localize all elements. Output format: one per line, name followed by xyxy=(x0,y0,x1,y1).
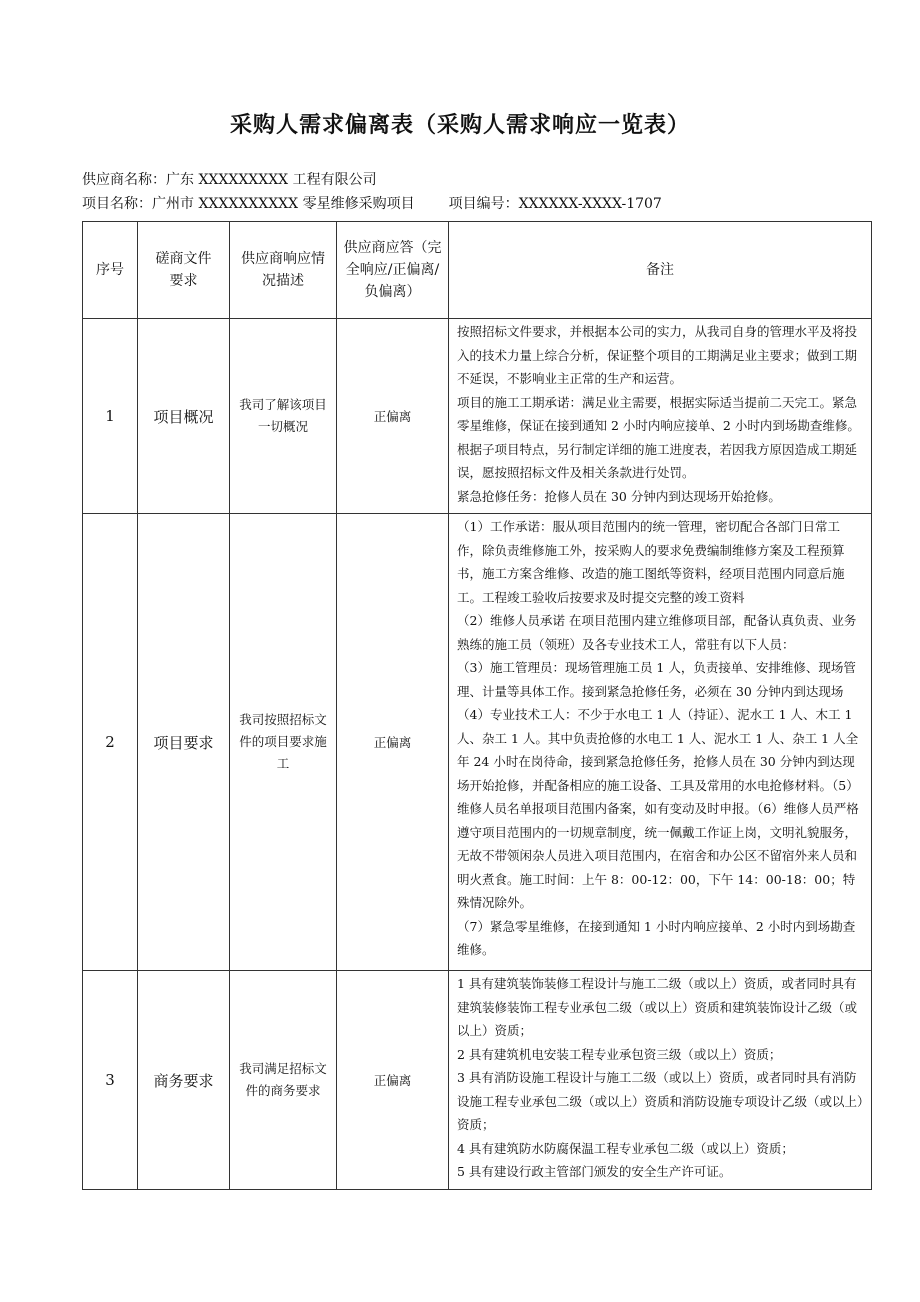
row-response: 我司满足招标文件的商务要求 xyxy=(230,971,337,1190)
row-index: 1 xyxy=(83,319,138,514)
table-row xyxy=(83,514,872,971)
remark-paragraph: 1 具有建筑装饰装修工程设计与施工二级（或以上）资质，或者同时具有建筑装修装饰工程专业承包二级（或以上）资质和建筑装饰设计乙级（或以上）资质； xyxy=(457,976,858,1038)
row-response: 我司按照招标文件的项目要求施工 xyxy=(230,514,337,971)
remark-paragraph: 3 具有消防设施工程设计与施工二级（或以上）资质，或者同时具有消防设施工程专业承包二级（或以上）资质和消防设施专项设计乙级（或以上）资质； xyxy=(457,1070,864,1132)
row-deviation: 正偏离 xyxy=(337,319,449,514)
row-requirement: 项目概况 xyxy=(138,319,230,514)
table-row xyxy=(83,971,872,1190)
remark-paragraph: 按照招标文件要求，并根据本公司的实力，从我司自身的管理水平及将投入的技术力量上综合分析，保证整个项目的工期满足业主要求；做到工期不延误，不影响业主正常的生产和运营。 xyxy=(457,324,858,386)
row-response: 我司了解该项目一切概况 xyxy=(230,319,337,514)
remark-paragraph: 5 具有建设行政主管部门颁发的安全生产许可证。 xyxy=(457,1164,732,1179)
remark-paragraph: （3）施工管理员：现场管理施工员 1 人，负责接单、安排维修、现场管理、计量等具体工作。接到紧急抢修任务，必须在 30 分钟内到达现场（4）专业技术工人：不少于水电工 1 人（持证）、泥水工 1 人、木工 1 人、杂工 1 人。其中负责抢修的水电工 1 人、泥水工 1 人、杂工 1 人全年 24 小时在岗待命，接到紧急抢修任务，抢修人员在 30 分钟内到达现场开始抢修，并配备相应的施工设备、工具及常用的水电抢修材料。（5）维修人员名单报项目范围内备案，如有变动及时申报。（6）维修人员严格遵守项目范围内的一切规章制度，统一佩戴工作证上岗，文明礼貌服务，无故不带领闲杂人员进入项目范围内，在宿舍和办公区不留宿外来人员和明火煮食。施工时间：上午 8：00-12：00，下午 14：00-18：00；特殊情况除外。 xyxy=(457,660,859,910)
project-name: 项目名称：广州市 XXXXXXXXXX 零星维修采购项目 xyxy=(82,196,415,212)
deviation-table xyxy=(82,221,872,1190)
remark-paragraph: （1）工作承诺：服从项目范围内的统一管理，密切配合各部门日常工作，除负责维修施工外，按采购人的要求免费编制维修方案及工程预算书，施工方案含维修、改造的施工图纸等资料，经项目范围内同意后施工。工程竣工验收后按要求及时提交完整的竣工资料 xyxy=(457,519,845,605)
row-remarks xyxy=(449,514,872,971)
document-title: 采购人需求偏离表（采购人需求响应一览表） xyxy=(229,112,690,138)
remark-paragraph: 4 具有建筑防水防腐保温工程专业承包二级（或以上）资质； xyxy=(457,1140,794,1156)
supplier-line: 供应商名称：广东 XXXXXXXXX 工程有限公司 xyxy=(82,172,377,188)
header-index: 序号 xyxy=(83,222,138,319)
table-row xyxy=(83,319,872,514)
header-remarks: 备注 xyxy=(449,222,872,319)
row-deviation: 正偏离 xyxy=(337,971,449,1190)
row-remarks xyxy=(449,319,872,514)
project-code: 项目编号：XXXXXX-XXXX-1707 xyxy=(448,196,662,212)
table-header-row xyxy=(83,222,872,319)
remark-paragraph: （7）紧急零星维修，在接到通知 1 小时内响应接单、2 小时内到场勘查维修。 xyxy=(457,918,856,957)
row-remarks xyxy=(449,971,872,1190)
row-index: 2 xyxy=(83,514,138,971)
row-deviation: 正偏离 xyxy=(337,514,449,971)
remark-paragraph: 2 具有建筑机电安装工程专业承包资三级（或以上）资质； xyxy=(457,1046,782,1062)
project-line xyxy=(82,194,662,214)
row-index: 3 xyxy=(83,971,138,1190)
row-requirement: 项目要求 xyxy=(138,514,230,971)
remark-paragraph: （2）维修人员承诺 在项目范围内建立维修项目部，配备认真负责、业务熟练的施工员（领班）及各专业技术工人，常驻有以下人员： xyxy=(457,613,857,652)
header-response: 供应商响应情况描述 xyxy=(230,222,337,319)
header-requirement: 磋商文件要求 xyxy=(138,222,230,319)
remark-paragraph: 项目的施工工期承诺：满足业主需要，根据实际适当提前二天完工。紧急零星维修，保证在接到通知 2 小时内响应接单、2 小时内到场勘查维修。根据子项目特点，另行制定详细的施工进度表，若因我方原因造成工期延误，愿按照招标文件及相关条款进行处罚。 xyxy=(457,394,860,480)
row-requirement: 商务要求 xyxy=(138,971,230,1190)
remark-paragraph: 紧急抢修任务：抢修人员在 30 分钟内到达现场开始抢修。 xyxy=(457,488,781,504)
header-deviation: 供应商应答（完全响应/正偏离/负偏离） xyxy=(337,222,449,319)
